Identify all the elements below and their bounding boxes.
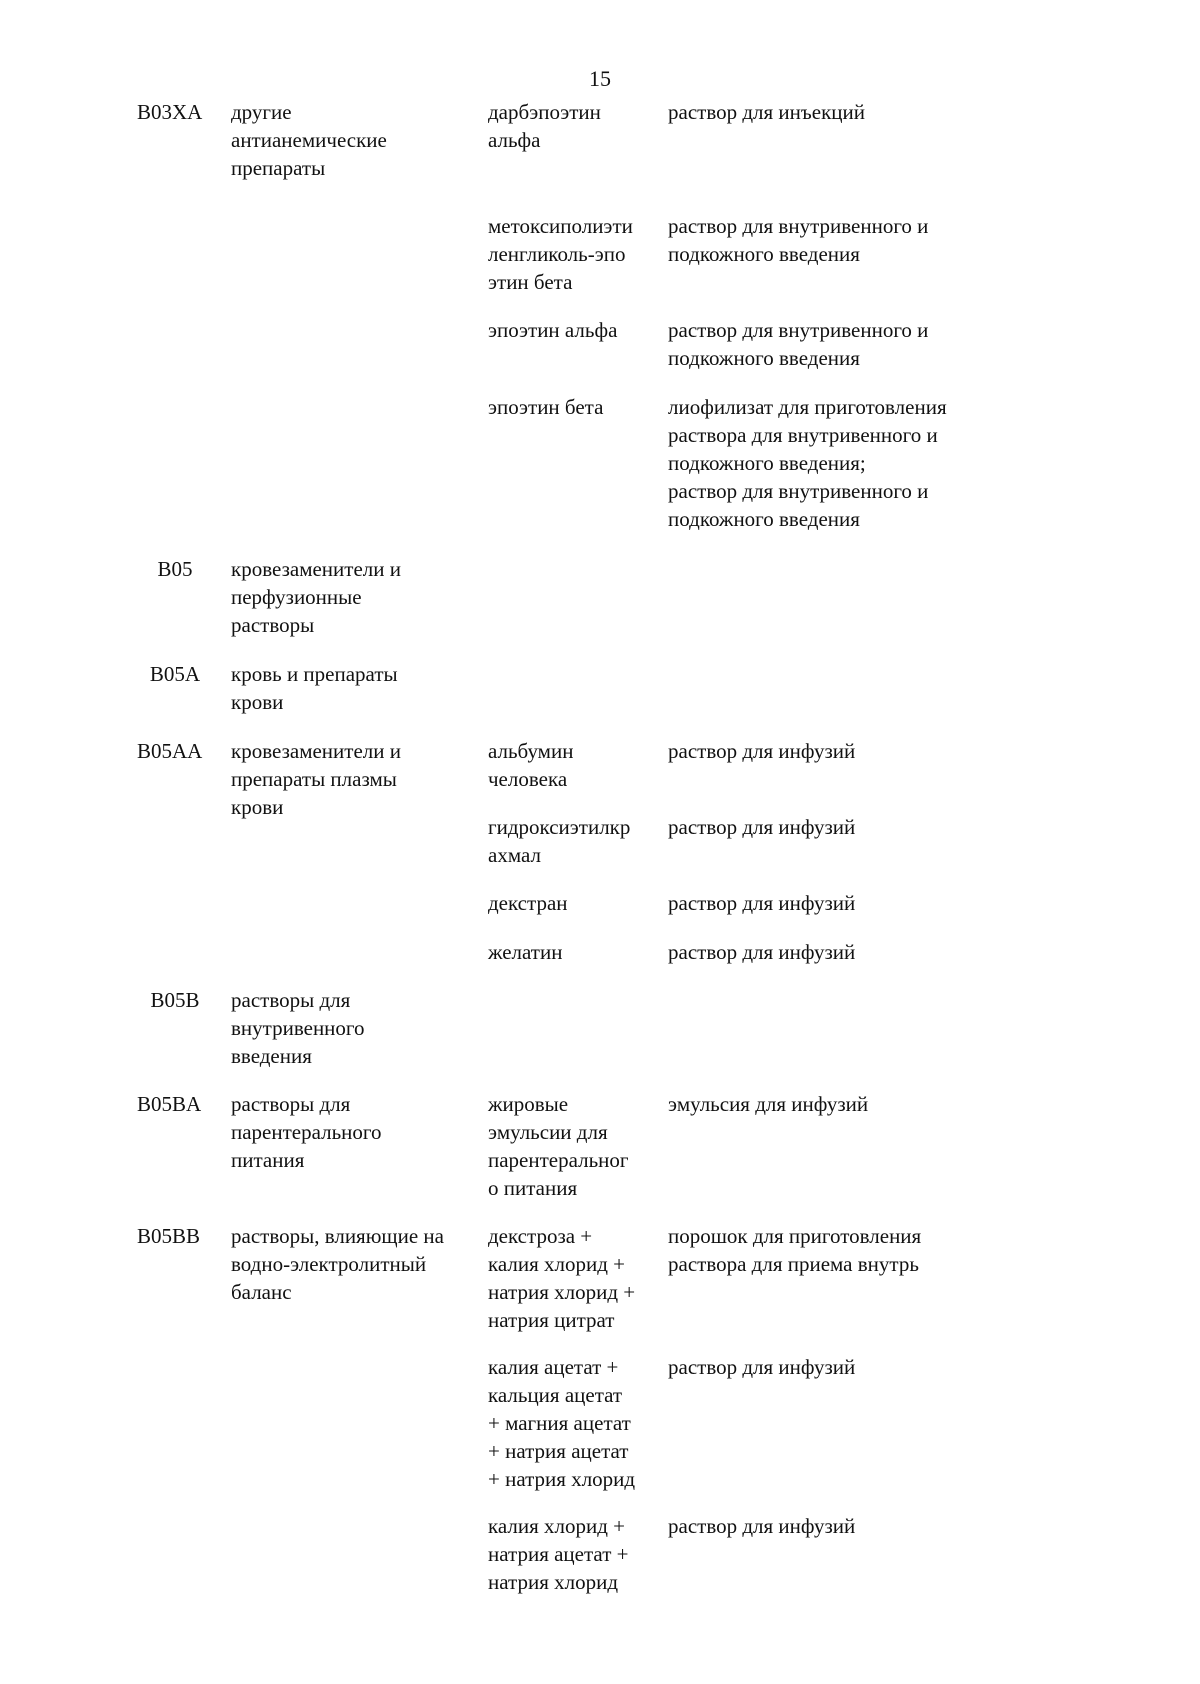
atc-code: B03XA — [137, 100, 203, 124]
group-name: растворы для парентерального питания — [231, 1092, 382, 1172]
page-number: 15 — [589, 66, 611, 91]
dosage-form: раствор для инфузий — [668, 739, 856, 763]
dosage-form: раствор для инфузий — [668, 1355, 856, 1379]
dosage-form: эмульсия для инфузий — [668, 1092, 869, 1116]
group-name: кровезаменители и перфузионные растворы — [231, 557, 401, 637]
drug-name: эпоэтин бета — [488, 395, 604, 419]
dosage-form: раствор для инфузий — [668, 891, 856, 915]
drug-name: гидроксиэтилкр ахмал — [488, 815, 631, 867]
dosage-form: раствор для инфузий — [668, 1514, 856, 1538]
group-name: кровезаменители и препараты плазмы крови — [231, 739, 401, 819]
dosage-form: раствор для инфузий — [668, 940, 856, 964]
dosage-form: раствор для внутривенного и подкожного введения — [668, 214, 929, 266]
group-name: растворы для внутривенного введения — [231, 988, 365, 1068]
group-name: другие антианемические препараты — [231, 100, 387, 180]
dosage-form: раствор для инфузий — [668, 815, 856, 839]
drug-name: жировые эмульсии для парентеральног о питания — [488, 1092, 629, 1200]
atc-code: B05B — [150, 988, 200, 1012]
drug-name: метоксиполиэти ленгликоль-эпо этин бета — [488, 214, 633, 294]
drug-name: желатин — [488, 940, 563, 964]
dosage-form: раствор для внутривенного и подкожного введения — [668, 318, 929, 370]
group-name: кровь и препараты крови — [231, 662, 398, 714]
atc-code: B05BB — [137, 1224, 201, 1248]
dosage-form: лиофилизат для приготовления раствора для внутривенного и подкожного введения; раствор для внутривенного и подкожного введения — [668, 395, 947, 531]
drug-name: дарбэпоэтин альфа — [488, 100, 601, 152]
atc-code: B05AA — [137, 739, 203, 763]
drug-name: калия хлорид + натрия ацетат + натрия хлорид — [488, 1514, 629, 1594]
drug-name: декстроза + калия хлорид + натрия хлорид + натрия цитрат — [488, 1224, 636, 1332]
atc-code: B05 — [157, 557, 193, 581]
dosage-form: раствор для инъекций — [668, 100, 865, 124]
drug-name: альбумин человека — [488, 739, 574, 791]
atc-code: B05BA — [137, 1092, 202, 1116]
group-name: растворы, влияющие на водно-электролитный баланс — [231, 1224, 444, 1304]
drug-name: декстран — [488, 891, 568, 915]
dosage-form: порошок для приготовления раствора для приема внутрь — [668, 1224, 922, 1276]
atc-code: B05A — [149, 662, 201, 686]
drug-name: эпоэтин альфа — [488, 318, 618, 342]
drug-name: калия ацетат + кальция ацетат + магния ацетат + натрия ацетат + натрия хлорид — [488, 1355, 636, 1491]
